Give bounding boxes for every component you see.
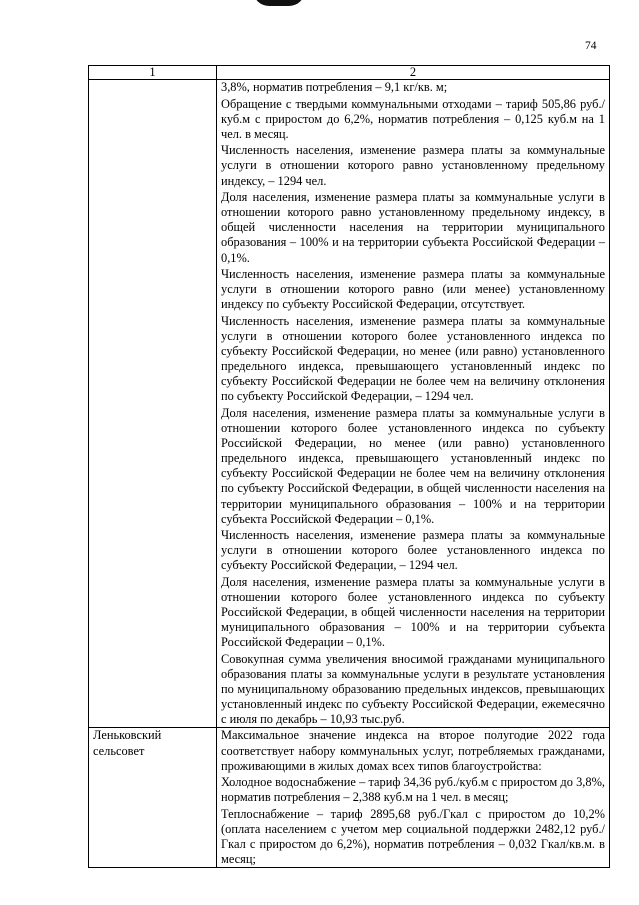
paragraph: Численность населения, изменение размера платы за коммунальные услуги в отношении которого равно (или менее) установленному индексу по субъекту Российской Федерации, отсутствует. <box>221 267 605 312</box>
paragraph: Численность населения, изменение размера платы за коммунальные услуги в отношении которого более установленного индекса по субъекту Российской Федерации, но менее (или равно) установленного предельного индекса, превышающего установленный индекс по субъекту Российской Федерации не более чем на величину отклонения по субъекту Российской Федерации, – 1294 чел. <box>221 313 605 404</box>
paragraph: Максимальное значение индекса на второе полугодие 2022 года соответствует набору коммунальных услуг, потребляемых гражданами, проживающими в жилых домах всех типов благоустройства: <box>221 728 605 773</box>
paragraph: Доля населения, изменение размера платы за коммунальные услуги в отношении которого более установленного индекса по субъекту Российской Федерации, но менее (или равно) установленного предельного индекса, превышающего установленный индекс по субъекту Российской Федерации не более чем на величину отклонения по субъекту Российской Федерации, в общей численности населения на территории муниципального образования – 100% и на территории субъекта Российской Федерации – 0,1%. <box>221 405 605 526</box>
municipality-name-cell: Леньковский сельсовет <box>89 728 217 868</box>
description-cell <box>217 728 610 868</box>
paragraph: Совокупная сумма увеличения вносимой гражданами муниципального образования платы за коммунальные услуги в результате установления по муниципальному образованию предельных индексов, превышающих установленный индекс по субъекту Российской Федерации, ежемесячно с июля по декабрь – 10,93 тыс.руб. <box>221 651 605 727</box>
table-row <box>89 80 610 728</box>
column-header: 2 <box>217 66 610 80</box>
paragraph: 3,8%, норматив потребления – 9,1 кг/кв. м; <box>221 80 448 94</box>
paragraph: Доля населения, изменение размера платы за коммунальные услуги в отношении которого равно установленному предельному индексу, в общей численности населения на территории муниципального образования – 100% и на территории субъекта Российской Федерации – 0,1%. <box>221 190 605 265</box>
paragraph: Теплоснабжение – тариф 2895,68 руб./Гкал с приростом до 10,2% (оплата населением с учетом мер социальной поддержки 2482,12 руб./Гкал с приростом до 6,2%), норматив потребления – 0,032 Гкал/кв.м. в месяц; <box>221 806 605 867</box>
municipality-name-cell <box>89 80 217 728</box>
page-number: 74 <box>585 40 597 52</box>
paragraph: Обращение с твердыми коммунальными отходами – тариф 505,86 руб./куб.м с приростом до 6,2%, норматив потребления – 0,125 куб.м на 1 чел. в месяц. <box>221 96 605 141</box>
description-cell <box>217 80 610 728</box>
table-header-row <box>89 66 610 80</box>
table-row <box>89 728 610 868</box>
paragraph: Численность населения, изменение размера платы за коммунальные услуги в отношении которого более установленного индекса по субъекту Российской Федерации, – 1294 чел. <box>221 528 605 573</box>
top-binding-mark <box>253 0 305 6</box>
paragraph: Холодное водоснабжение – тариф 34,36 руб./куб.м с приростом до 3,8%, норматив потребления – 2,388 куб.м на 1 чел. в месяц; <box>221 775 605 805</box>
document-table <box>88 65 610 868</box>
paragraph: Доля населения, изменение размера платы за коммунальные услуги в отношении которого более установленного индекса по субъекту Российской Федерации, в общей численности населения на территории муниципального образования – 100% и на территории субъекта Российской Федерации – 0,1%. <box>221 575 605 650</box>
column-header: 1 <box>89 66 217 80</box>
paragraph: Численность населения, изменение размера платы за коммунальные услуги в отношении которого равно установленному предельному индексу, – 1294 чел. <box>221 143 605 188</box>
